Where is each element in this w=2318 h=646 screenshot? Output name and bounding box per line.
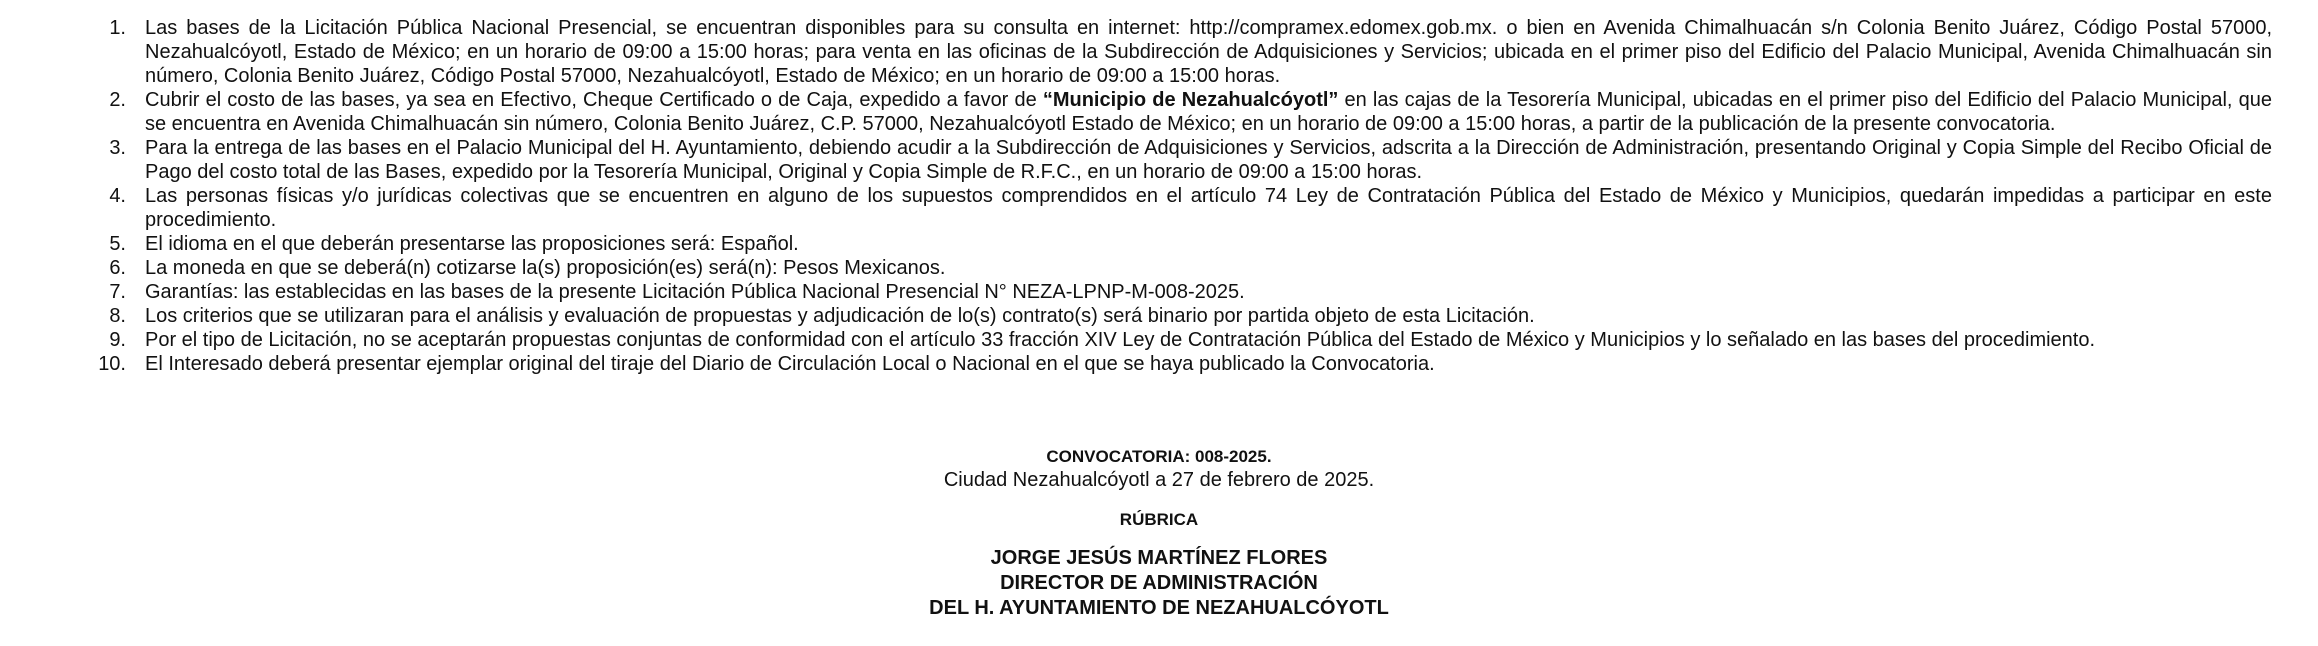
item-text: El idioma en el que deberán presentarse las proposiciones será: Español. [145, 233, 799, 255]
list-item [0, 328, 2318, 352]
place-date: Ciudad Nezahualcóyotl a 27 de febrero de 2025. [943, 469, 1375, 491]
item-text: El Interesado deberá presentar ejemplar original del tiraje del Diario de Circulación Local o Nacional en el que se haya publicado la Convocatoria. [145, 353, 1435, 375]
list-item [0, 304, 2318, 328]
item-number: 3. [109, 137, 126, 159]
list-item [0, 184, 2318, 232]
item-number: 8. [109, 305, 126, 327]
item-number: 10. [98, 353, 126, 375]
conditions-list [0, 16, 2318, 376]
item-number: 5. [109, 233, 126, 255]
item-text: Para la entrega de las bases en el Palacio Municipal del H. Ayuntamiento, debiendo acudir a la Subdirección de Adquisiciones y Servicios, adscrita a la Dirección de Administración, presentando Original y Copia Simple del Recibo Oficial de Pago del costo total de las Bases, expedido por la Tesorería Municipal, Original y Copia Simple de R.F.C., en un horario de 09:00 a 15:00 horas. [145, 137, 2272, 183]
list-item [0, 136, 2318, 184]
item-text: Cubrir el costo de las bases, ya sea en Efectivo, Cheque Certificado o de Caja, expedido a favor de [145, 89, 1043, 111]
item-number: 4. [109, 185, 126, 207]
item-text: Garantías: las establecidas en las bases de la presente Licitación Pública Nacional Presencial N° NEZA-LPNP-M-008-2025. [145, 281, 1245, 303]
list-item [0, 16, 2318, 88]
signer-title: DIRECTOR DE ADMINISTRACIÓN [1000, 572, 1318, 594]
item-number: 9. [109, 329, 126, 351]
list-item [0, 256, 2318, 280]
item-number: 2. [109, 89, 126, 111]
item-text: Las bases de la Licitación Pública Nacional Presencial, se encuentran disponibles para su consulta en internet: http://compramex.edomex.gob.mx. o bien en Avenida Chimalhuacán s/n Colonia Benito Juárez, Código Postal 57000, Nezahualcóyotl, Estado de México; en un horario de 09:00 a 15:00 horas; para venta en las oficinas de la Subdirección de Adquisiciones y Servicios; ubicada en el primer piso del Edificio del Palacio Municipal, Avenida Chimalhuacán sin número, Colonia Benito Juárez, Código Postal 57000, Nezahualcóyotl, Estado de México; en un horario de 09:00 a 15:00 horas. [145, 17, 2272, 87]
signer-entity: DEL H. AYUNTAMIENTO DE NEZAHUALCÓYOTL [929, 597, 1389, 619]
item-text-emphasis: “Municipio de Nezahualcóyotl” [1042, 89, 1339, 111]
convocatoria-number: CONVOCATORIA: 008-2025. [1046, 447, 1272, 466]
item-number: 1. [109, 17, 126, 39]
rubrica-label: RÚBRICA [1119, 510, 1199, 529]
signer-name: JORGE JESÚS MARTÍNEZ FLORES [990, 547, 1328, 569]
list-item [0, 232, 2318, 256]
item-text: Por el tipo de Licitación, no se aceptarán propuestas conjuntas de conformidad con el artículo 33 fracción XIV Ley de Contratación Pública del Estado de México y Municipios y lo señalado en las bases del procedimiento. [145, 329, 2096, 351]
item-text: La moneda en que se deberá(n) cotizarse la(s) proposición(es) será(n): Pesos Mexicanos. [145, 257, 946, 279]
list-item [0, 280, 2318, 304]
item-text: en las cajas de la Tesorería Municipal, ubicadas en el primer piso del Edificio del Palacio Municipal, que se encuentra en Avenida Chimalhuacán sin número, Colonia Benito Juárez, C.P. 57000, Nezahualcóyotl Estado de México; en un horario de 09:00 a 15:00 horas, a partir de la publicación de la presente convocatoria. [145, 89, 2272, 135]
item-text: Las personas físicas y/o jurídicas colectivas que se encuentren en alguno de los supuestos comprendidos en el artículo 74 Ley de Contratación Pública del Estado de México y Municipios, quedarán impedidas a participar en este procedimiento. [145, 185, 2272, 231]
list-item [0, 88, 2318, 136]
item-number: 6. [109, 257, 126, 279]
item-text: Los criterios que se utilizaran para el análisis y evaluación de propuestas y adjudicación de lo(s) contrato(s) será binario por partida objeto de esta Licitación. [145, 305, 1535, 327]
list-item [0, 352, 2318, 376]
item-number: 7. [109, 281, 126, 303]
